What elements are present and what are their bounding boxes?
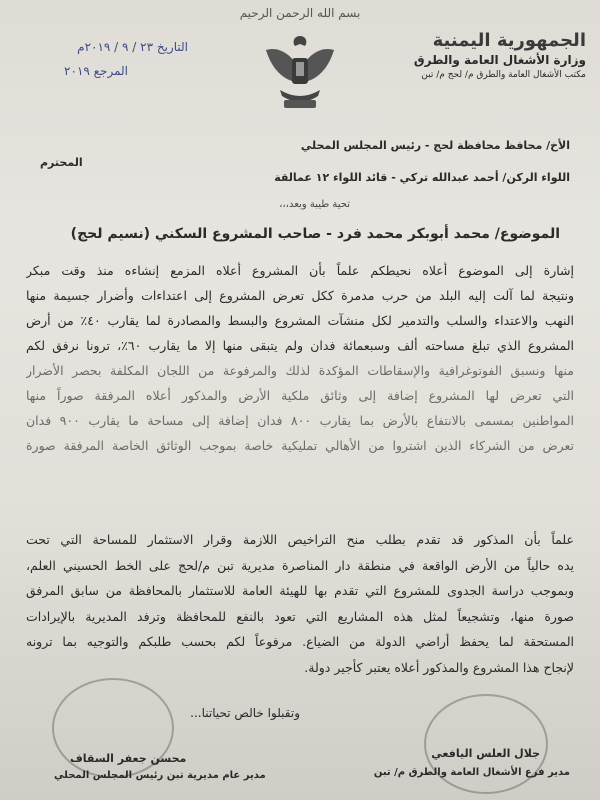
official-stamp-right xyxy=(424,694,548,794)
paragraph-line: المشروع الذي تبلغ مساحته ألف وسبعمائة فدان ولم يتبقى منها إلا ما يقارب ٦٠٪، ترونا نرفق لكم xyxy=(26,338,574,353)
signatory-left-title: مدير عام مديرية تبن رئيس المجلس المحلي xyxy=(54,770,266,781)
closing-line: وتقبلوا خالص تحياتنا... xyxy=(190,706,300,720)
paragraph-line: المواطنين بمسمى بالانتفاع بالأرض بما يقارب ٨٠٠ فدان إضافة إلى مساحة ما يقارب ٩٠٠ فدان xyxy=(26,413,574,428)
paragraph-line: تعرض من الشركاء الذين اشتروا من الأهالي تمليكية خاصة بموجب الوثائق الخاصة المرفقة صورة xyxy=(26,438,574,453)
paragraph-line: منها ونسبق الفوتوغرافية والإسقاطات المؤكدة لذلك والمرفوعة من اللجان المكلفة بحصر الأضرار xyxy=(26,363,574,378)
letterhead-right xyxy=(376,30,586,80)
paragraph-line: التي تعرض لها المشروع إضافة إلى وثائق ملكية الأرض والمذكور أعلاه المرفقة صوراً منها xyxy=(26,388,574,403)
paragraph-line: إشارة إلى الموضوع أعلاه نحيطكم علماً بأن المشروع أعلاه المزمع إنشاءه منذ وقت مبكر xyxy=(26,263,574,278)
country-name: الجمهورية اليمنية xyxy=(432,30,586,51)
office-name: مكتب الأشغال العامة والطرق م/ لحج م/ تبن xyxy=(421,70,586,80)
ministry-name: وزارة الأشغال العامة والطرق xyxy=(413,53,586,67)
addressee-line-2: اللواء الركن/ أحمد عبدالله تركي - قائد اللواء ١٢ عمالقة xyxy=(274,171,570,184)
body-paragraph-2 xyxy=(26,527,574,680)
paragraph-line: لإنجاح هذا المشروع والمذكور أعلاه يعتبر كأجير دولة. xyxy=(304,659,574,675)
addressee-line-1: الأخ/ محافظ محافظة لحج - رئيس المجلس المحلي xyxy=(300,139,570,152)
body-paragraph-1 xyxy=(26,258,574,458)
date-reference-block xyxy=(18,40,188,88)
subject-line: الموضوع/ محمد أبوبكر محمد فرد - صاحب المشروع السكني (نسيم لحج) xyxy=(70,226,560,242)
date-line: التاريخ ٢٣ / ٩ / ٢٠١٩م xyxy=(77,40,188,54)
reference-line: المرجع ٢٠١٩ xyxy=(64,64,128,78)
greeting: تحية طيبة وبعد،،، xyxy=(279,199,350,210)
paragraph-line: المستحقة لما يحفظ أراضي الدولة من الضياع. مرفوعاً لكم بحسب طلبكم والتوجيه بما ترونه xyxy=(26,634,574,649)
paragraph-line: النهب والاعتداء والسلب والتدمير لكل منشآت المشروع والبسط والمصادرة لما يقارب ٤٠٪ من أرض xyxy=(26,313,574,328)
paragraph-line: علماً بأن المذكور قد تقدم بطلب منح التراخيص اللازمة وقرار الاستثمار للمساحة التي تحت xyxy=(26,532,574,547)
signatory-right-title: مدير فرع الأشغال العامة والطرق م/ تبن xyxy=(373,767,570,778)
paragraph-line: ونتيجة لما آلت إليه البلد من حرب مدمرة ككل تعرض المشروع إلى اعتداءات وأضرار جسيمة منها xyxy=(26,288,574,303)
basmala: بسم الله الرحمن الرحيم xyxy=(239,6,361,20)
signatory-left-name: محسن جعفر السقاف xyxy=(70,752,187,765)
signatory-right-name: جلال العلس اليافعي xyxy=(431,747,540,760)
paragraph-line: صورة منها، وتشجيعاً لمثل هذه المشاريع التي تعود بالنفع للمحافظة وترفد المديرية بالإيرادات xyxy=(26,608,574,624)
respected-label: المحترم xyxy=(40,156,83,169)
paragraph-line: وبموجب دراسة الجدوى للمشروع التي تقدم بها للهيئة العامة للاستثمار بالمحافظة من سابق المرفق xyxy=(26,583,574,598)
paragraph-line: يده حالياً من الأرض الواقعة في منطقة دار المناصرة مديرية تبن م/لحج على الخط الحسيني العلم، xyxy=(26,557,574,573)
eagle-emblem-icon xyxy=(262,30,338,120)
